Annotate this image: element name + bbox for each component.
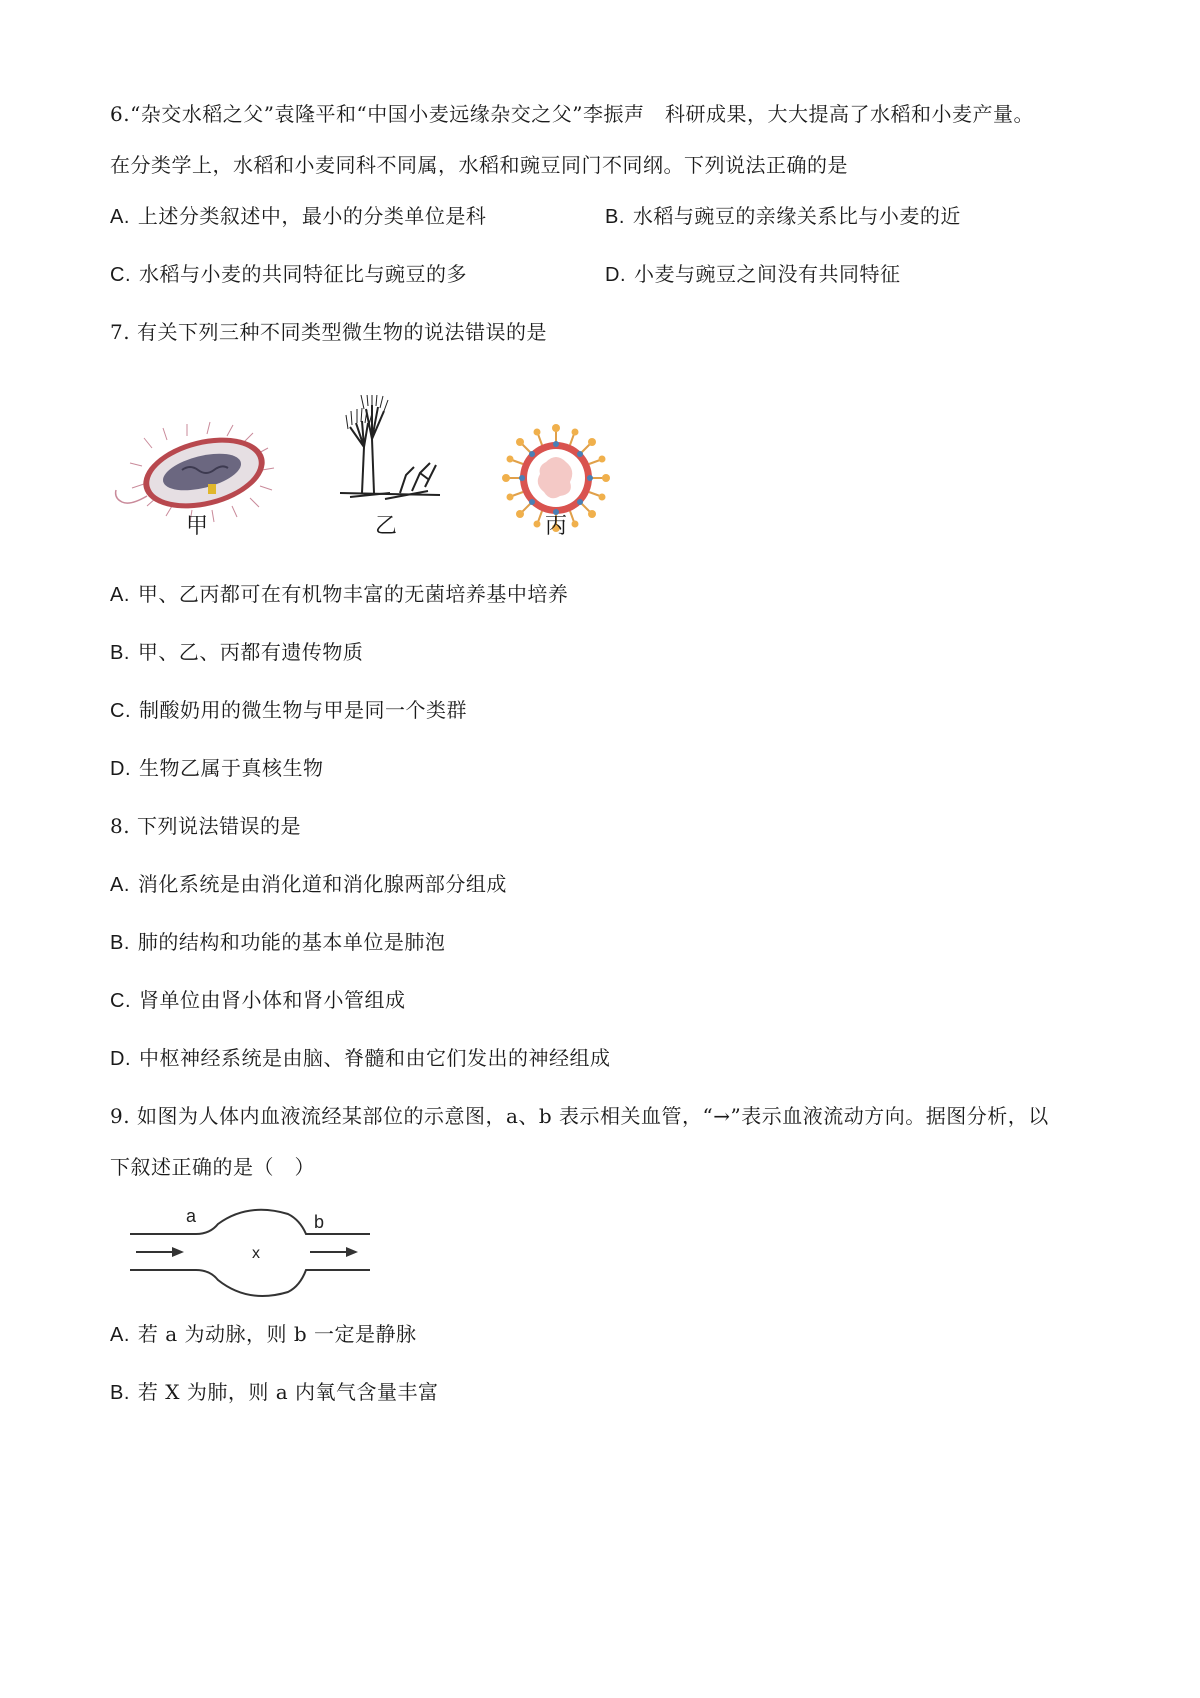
q7-option-a: A. 甲、乙丙都可在有机物丰富的无菌培养基中培养 <box>110 582 569 606</box>
q8-option-c: C. 肾单位由肾小体和肾小管组成 <box>110 988 406 1012</box>
label-a: a <box>186 1206 197 1226</box>
q9-option-a: A. 若 a 为动脉，则 b 一定是静脉 <box>110 1322 417 1346</box>
q8-option-d: D. 中枢神经系统是由脑、脊髓和由它们发出的神经组成 <box>110 1046 611 1070</box>
q6-option-b: B. 水稻与豌豆的亲缘关系比与小麦的近 <box>605 204 961 228</box>
q6-option-d: D. 小麦与豌豆之间没有共同特征 <box>605 262 901 286</box>
q9-stem-line1: 9. 如图为人体内血液流经某部位的示意图，a、b 表示相关血管，“→”表示血液流动方向。据图分析，以 <box>110 1104 1049 1128</box>
label-x: x <box>252 1245 260 1262</box>
q7-option-c: C. 制酸奶用的微生物与甲是同一个类群 <box>110 698 467 722</box>
q8-stem: 8. 下列说法错误的是 <box>110 814 301 838</box>
q9-stem-line2: 下叙述正确的是（ ） <box>110 1155 315 1179</box>
q6-stem-line1: 6.“杂交水稻之父”袁隆平和“中国小麦远缘杂交之父”李振声 科研成果，大大提高了水稻和小麦产量。 <box>110 102 1034 126</box>
q7-stem: 7. 有关下列三种不同类型微生物的说法错误的是 <box>110 320 547 344</box>
caption-yi: 乙 <box>375 514 398 539</box>
q7-option-d: D. 生物乙属于真核生物 <box>110 756 324 780</box>
q9-option-b: B. 若 X 为肺，则 a 内氧气含量丰富 <box>110 1380 439 1404</box>
q6-stem-line2: 在分类学上，水稻和小麦同科不同属，水稻和豌豆同门不同纲。下列说法正确的是 <box>110 153 848 177</box>
q6-option-c: C. 水稻与小麦的共同特征比与豌豆的多 <box>110 262 467 286</box>
mold-figure <box>330 395 455 505</box>
q8-option-a: A. 消化系统是由消化道和消化腺两部分组成 <box>110 872 507 896</box>
q7-option-b: B. 甲、乙、丙都有遗传物质 <box>110 640 364 664</box>
label-b: b <box>314 1212 325 1232</box>
q8-option-b: B. 肺的结构和功能的基本单位是肺泡 <box>110 930 446 954</box>
caption-jia: 甲 <box>186 514 209 539</box>
q6-option-a: A. 上述分类叙述中，最小的分类单位是科 <box>110 204 487 228</box>
caption-bing: 丙 <box>545 514 568 539</box>
blood-flow-diagram <box>128 1200 378 1310</box>
